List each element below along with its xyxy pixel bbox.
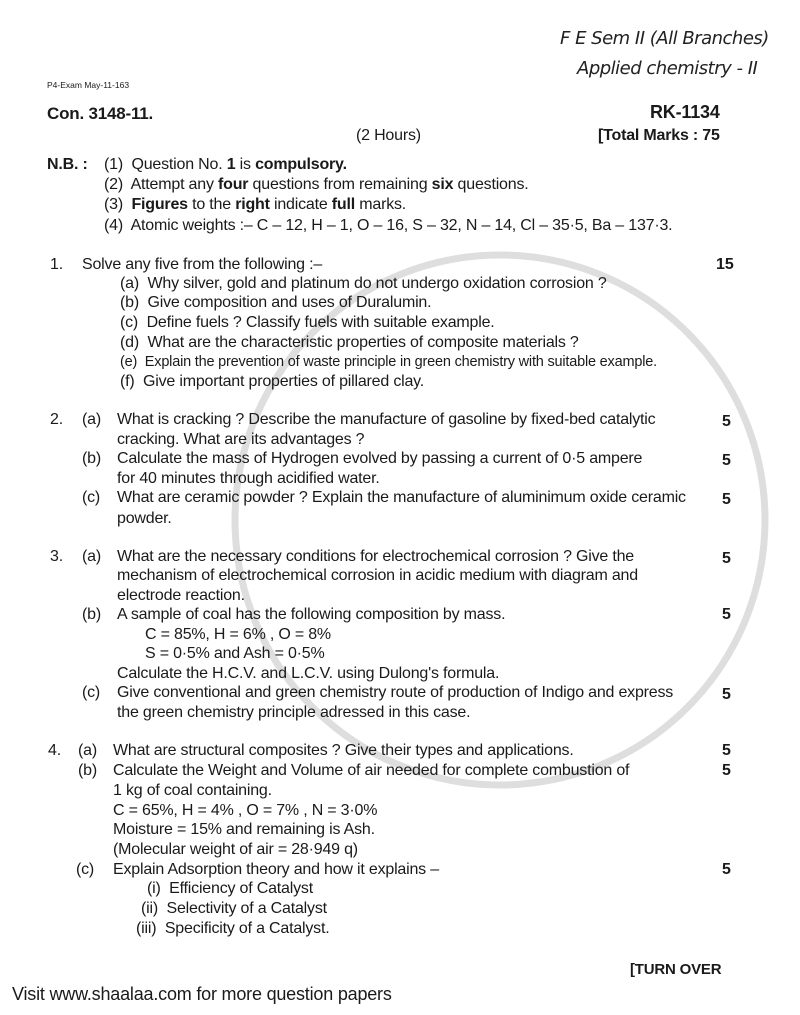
nb-item: (3) Figures to the right indicate full marks. bbox=[104, 196, 407, 213]
sub-label: (a) bbox=[82, 548, 101, 565]
turn-over: [TURN OVER bbox=[630, 961, 722, 978]
sub-question: What are ceramic powder ? Explain the manufacture of aluminimum oxide ceramic bbox=[117, 489, 686, 506]
item-label: (ii) bbox=[141, 900, 158, 917]
handwritten-note-class: F E Sem II (All Branches) bbox=[560, 28, 769, 49]
marks: 5 bbox=[722, 452, 731, 469]
nb-label: N.B. : bbox=[47, 156, 88, 173]
handwritten-note-subject: Applied chemistry - II bbox=[577, 58, 758, 79]
sub-question: What are the characteristic properties of composite materials ? bbox=[147, 334, 579, 351]
sub-question: Why silver, gold and platinum do not undergo oxidation corrosion ? bbox=[147, 275, 607, 292]
sub-label: (b) bbox=[120, 294, 139, 311]
composition-line: (Molecular weight of air = 28·949 q) bbox=[113, 841, 358, 858]
item-label: (i) bbox=[147, 880, 161, 897]
marks: 5 bbox=[722, 491, 731, 508]
question-number: 1. bbox=[50, 256, 63, 273]
sub-question: powder. bbox=[117, 510, 172, 527]
duration: (2 Hours) bbox=[356, 127, 421, 144]
composition-line: C = 85%, H = 6% , O = 8% bbox=[145, 626, 331, 643]
marks: 5 bbox=[722, 762, 731, 779]
sub-label: (c) bbox=[76, 861, 95, 878]
question-number: 4. bbox=[48, 742, 61, 759]
sub-label: (b) bbox=[78, 762, 97, 779]
sub-label: (a) bbox=[82, 411, 101, 428]
marks: 5 bbox=[722, 686, 731, 703]
sub-question: What are the necessary conditions for electrochemical corrosion ? Give the bbox=[117, 548, 635, 565]
item-text: Efficiency of Catalyst bbox=[169, 880, 313, 897]
sub-label: (b) bbox=[82, 450, 101, 467]
sub-question: Calculate the H.C.V. and L.C.V. using Dulong's formula. bbox=[117, 665, 500, 682]
marks: 5 bbox=[722, 413, 731, 430]
composition-line: C = 65%, H = 4% , O = 7% , N = 3·0% bbox=[113, 802, 378, 819]
nb-item: (1) Question No. 1 is compulsory. bbox=[104, 156, 347, 173]
item-label: (iii) bbox=[136, 920, 157, 937]
sub-question: Give composition and uses of Duralumin. bbox=[147, 294, 432, 311]
marks: 5 bbox=[722, 550, 731, 567]
sub-label: (f) bbox=[120, 373, 135, 390]
nb-item: (4) Atomic weights :– C – 12, H – 1, O – 16, S – 32, N – 14, Cl – 35·5, Ba – 137·3. bbox=[104, 217, 673, 234]
sub-label: (a) bbox=[120, 275, 139, 292]
sub-question: What is cracking ? Describe the manufacture of gasoline by fixed-bed catalytic bbox=[117, 411, 656, 428]
composition-line: Moisture = 15% and remaining is Ash. bbox=[113, 821, 375, 838]
sub-question: Give important properties of pillared clay. bbox=[143, 373, 425, 390]
sub-question: 1 kg of coal containing. bbox=[113, 782, 272, 799]
item-text: Specificity of a Catalyst. bbox=[164, 920, 330, 937]
question-number: 3. bbox=[50, 548, 63, 565]
nb-item: (2) Attempt any four questions from remaining six questions. bbox=[104, 176, 529, 193]
sub-question: electrode reaction. bbox=[117, 587, 245, 604]
con-number: Con. 3148-11. bbox=[47, 104, 154, 123]
sub-label: (d) bbox=[120, 334, 139, 351]
question-text: Solve any five from the following :– bbox=[82, 256, 323, 273]
paper-id: RK-1134 bbox=[650, 102, 720, 122]
question-number: 2. bbox=[50, 411, 63, 428]
sub-label: (c) bbox=[120, 314, 139, 331]
marks: 5 bbox=[722, 861, 731, 878]
sub-question: A sample of coal has the following composition by mass. bbox=[117, 606, 506, 623]
sub-label: (c) bbox=[82, 684, 101, 701]
sub-question: the green chemistry principle adressed in this case. bbox=[117, 704, 471, 721]
sub-label: (e) bbox=[120, 354, 138, 370]
sub-label: (c) bbox=[82, 489, 101, 506]
sub-question: Define fuels ? Classify fuels with suitable example. bbox=[146, 314, 495, 331]
composition-line: S = 0·5% and Ash = 0·5% bbox=[145, 645, 325, 662]
sub-question: Calculate the mass of Hydrogen evolved by passing a current of 0·5 ampere bbox=[117, 450, 643, 467]
sub-question: Explain Adsorption theory and how it explains – bbox=[113, 861, 439, 878]
sub-question: Calculate the Weight and Volume of air needed for complete combustion of bbox=[113, 762, 630, 779]
footer-link[interactable]: Visit www.shaalaa.com for more question papers bbox=[12, 984, 392, 1004]
sub-question: mechanism of electrochemical corrosion in acidic medium with diagram and bbox=[117, 567, 638, 584]
item-text: Selectivity of a Catalyst bbox=[166, 900, 327, 917]
sub-question: Explain the prevention of waste principle in green chemistry with suitable example. bbox=[144, 354, 657, 370]
total-marks: [Total Marks : 75 bbox=[598, 127, 720, 144]
sub-question: What are structural composites ? Give their types and applications. bbox=[113, 742, 574, 759]
marks: 15 bbox=[716, 256, 734, 273]
sub-label: (b) bbox=[82, 606, 101, 623]
sub-question: Give conventional and green chemistry route of production of Indigo and express bbox=[117, 684, 674, 701]
marks: 5 bbox=[722, 606, 731, 623]
exam-code: P4-Exam May-11-163 bbox=[47, 80, 130, 90]
sub-question: cracking. What are its advantages ? bbox=[117, 431, 365, 448]
sub-question: for 40 minutes through acidified water. bbox=[117, 470, 380, 487]
marks: 5 bbox=[722, 742, 731, 759]
sub-label: (a) bbox=[78, 742, 97, 759]
